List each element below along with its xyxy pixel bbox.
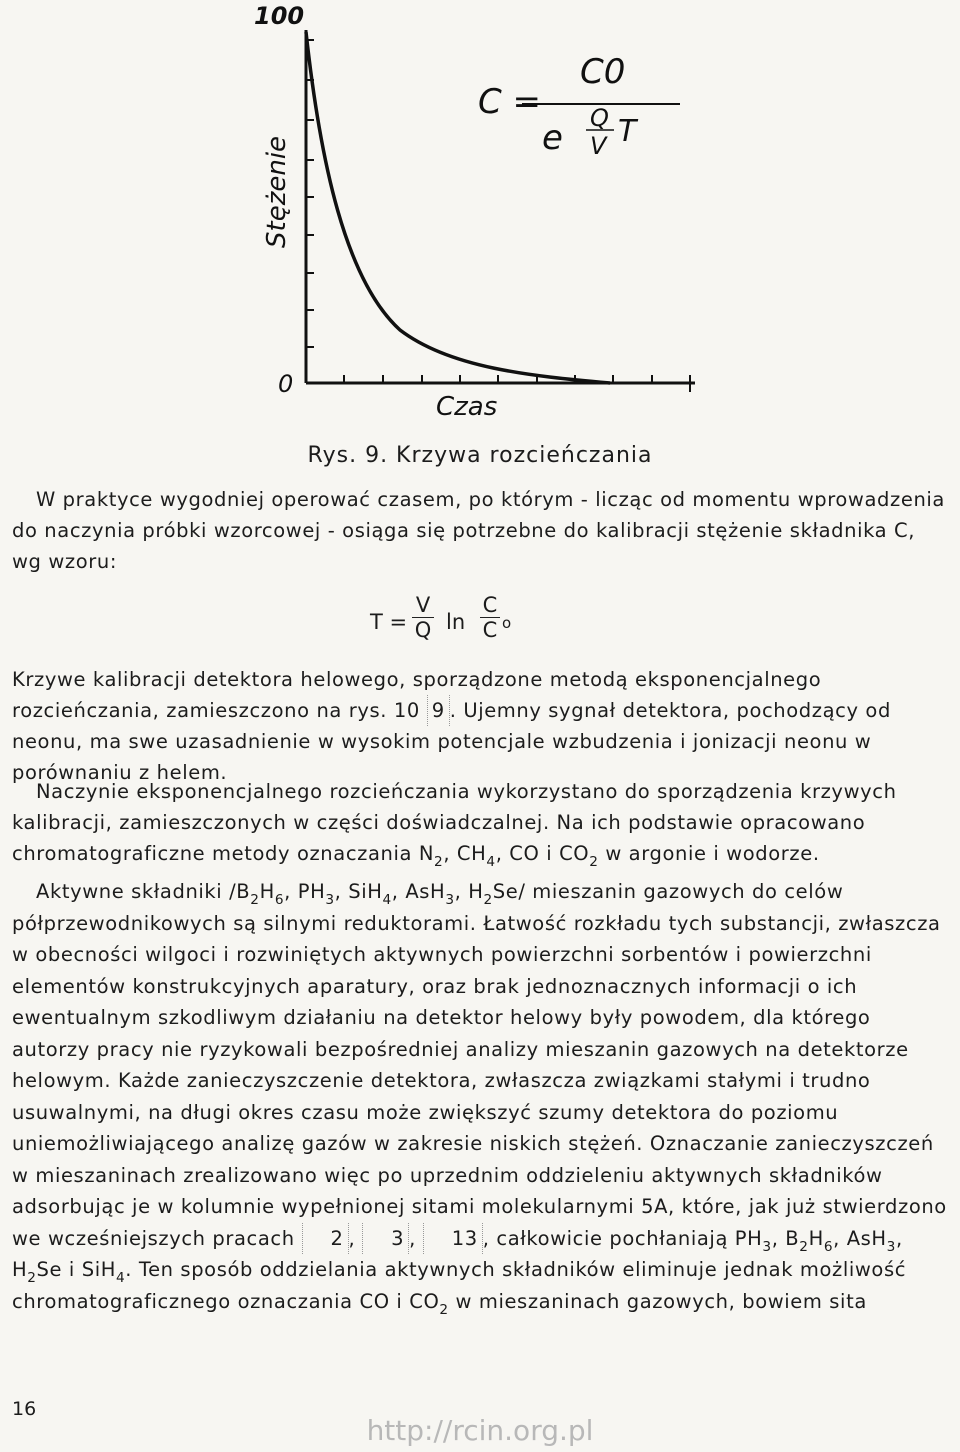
p4-sub-11: 3 — [886, 1238, 896, 1255]
y-min-label: 0 — [278, 370, 294, 398]
paragraph-4 — [12, 876, 947, 1317]
formula-t-frac-vq — [412, 594, 434, 641]
n2-subscript: 2 — [434, 854, 444, 870]
x-axis-label: Czas — [436, 392, 498, 422]
p4-sub-2: 6 — [274, 892, 285, 908]
formula-t-q: Q — [414, 618, 432, 642]
paragraph-3-ch: , CH — [443, 842, 487, 865]
formula-t-lhs: T = — [370, 610, 408, 634]
reference-3: 3 — [362, 1223, 409, 1255]
formula-t-v: V — [415, 593, 431, 617]
dilution-curve-svg — [250, 0, 710, 430]
paragraph-1: W praktyce wygodniej operować czasem, po którym - licząc od momentu wprowadzenia do naczynia próbki wzorcowej - osiąga się potrzebne do kalibracji stężenie składnika C, wg wzoru: — [12, 488, 945, 573]
p4-sub-4: 4 — [382, 892, 392, 908]
p4-part-7: Se/ mieszanin gazowych do celów półprzewodnikowych są silnymi reduktorami. Łatwość rozkładu tych substancji, zwłaszcza w obecności wilgoci i rozwiniętych aktywnych powierzchni sorbentów i powierzchni elementów konstrukcyjnych aparatury, oraz brak jednoznacznych informacji o ich ewentualnym szkodliwym działaniu na detektor helowy były powodem, dla którego autorzy pracy nie ryzykowali bezpośredniej analizy mieszanin gazowych na detektorze helowym. Każde zanieczyszczenie detektora, zwłaszcza związkami stałymi i trudno usuwalnymi, na długi okres czasu może zwiększyć szumy detektora do poziomu uniemożliwiającego analizę gazów w zakresie niskich stężeń. Oznaczanie zanieczyszczeń w mieszaninach zrealizowano więc po uprzednim oddzieleniu aktywnych składników adsorbując je w kolumnie wypełnionej sitami molekularnymi 5A, które, jak już stwierdzono we wcześniejszych pracach — [12, 880, 947, 1250]
reference-13: 13 — [423, 1223, 483, 1255]
formula-lhs: C = — [478, 82, 542, 122]
p4-sub-1: 2 — [250, 892, 260, 908]
co2-subscript: 2 — [589, 854, 599, 870]
figure-caption: Rys. 9. Krzywa rozcieńczania — [307, 443, 653, 468]
page-number: 16 — [12, 1398, 37, 1420]
p4-part-9: , B — [771, 1226, 800, 1250]
watermark: http://rcin.org.pl — [366, 1414, 594, 1447]
formula-exp-tail: T — [618, 114, 637, 149]
p4-sub-6: 2 — [483, 892, 493, 908]
p4-part-8: , całkowicie pochłaniają PH — [482, 1226, 763, 1250]
y-max-label: 100 — [254, 2, 305, 30]
paragraph-3 — [12, 776, 947, 869]
p4-part-4: , SiH — [334, 880, 383, 903]
p4-sub-13: 4 — [116, 1270, 126, 1286]
formula-t — [370, 592, 570, 652]
p4-part-3: , PH — [284, 880, 326, 903]
p4-sep-1: , — [348, 1226, 363, 1250]
p4-part-6: , H — [454, 880, 484, 903]
reference-2: 2 — [302, 1223, 349, 1255]
p4-sub-10: 6 — [823, 1238, 834, 1255]
p4-part-14: . Ten sposób oddzielania aktywnych składników eliminuje jednak możliwość chromatograficznego oznaczania CO i CO — [12, 1258, 907, 1313]
paragraph-3-text-b: w argonie i wodorze. — [598, 842, 820, 865]
p4-part-15: w mieszaninach gazowych, bowiem sita — [448, 1289, 867, 1313]
paragraph-2-text-a: Krzywe kalibracji detektora helowego, sporządzone metodą eksponencjalnego rozcieńczania, zamieszczono na rys. 10 — [12, 668, 822, 722]
formula-exp-base: e — [542, 118, 563, 158]
formula-t-c0-sub: o — [502, 614, 512, 632]
ch4-subscript: 4 — [486, 854, 496, 870]
formula-t-frac-c — [480, 594, 500, 641]
formula-t-ln: ln — [446, 610, 466, 634]
p4-sub-3: 3 — [325, 892, 335, 908]
formula-numerator: C0 — [580, 52, 626, 92]
p4-part-1: Aktywne składniki /B — [36, 880, 251, 903]
p4-part-5: , AsH — [391, 880, 446, 903]
formula-exp-den: V — [590, 132, 607, 160]
p4-sub-12: 2 — [27, 1270, 37, 1286]
dilution-curve-figure — [250, 0, 710, 430]
dilution-curve — [306, 32, 610, 383]
p4-part-13: Se i SiH — [36, 1258, 116, 1281]
paragraph-2 — [12, 664, 947, 788]
formula-exp-num: Q — [590, 104, 609, 132]
formula-t-c0: C — [482, 618, 498, 642]
formula-t-c: C — [482, 593, 498, 617]
p4-sub-14: 2 — [439, 1301, 449, 1318]
paragraph-3-text-a: Naczynie eksponencjalnego rozcieńczania wykorzystano do sporządzenia krzywych kalibracji, zamieszczonych w części doświadczalnej. Na ich podstawie opracowano chromatograficzne metody oznaczania N — [12, 780, 897, 865]
p4-part-10: H — [808, 1226, 824, 1250]
p4-sub-8: 3 — [762, 1238, 772, 1255]
reference-9: 9 — [427, 695, 450, 726]
p4-sub-9: 2 — [799, 1238, 809, 1255]
p4-part-12: , H — [12, 1226, 903, 1281]
p4-sub-5: 3 — [445, 892, 455, 908]
y-axis-label: Stężenie — [262, 135, 292, 248]
p4-part-2: H — [259, 880, 275, 903]
paragraph-2-text-b: . Ujemny sygnał detektora, pochodzący od neonu, ma swe uzasadnienie w wysokim potencjale wzbudzenia i jonizacji neonu w porównaniu z helem. — [12, 699, 891, 784]
p4-sep-2: , — [409, 1226, 423, 1250]
paragraph-3-co: , CO i CO — [495, 842, 590, 865]
p4-part-11: , AsH — [833, 1226, 887, 1250]
